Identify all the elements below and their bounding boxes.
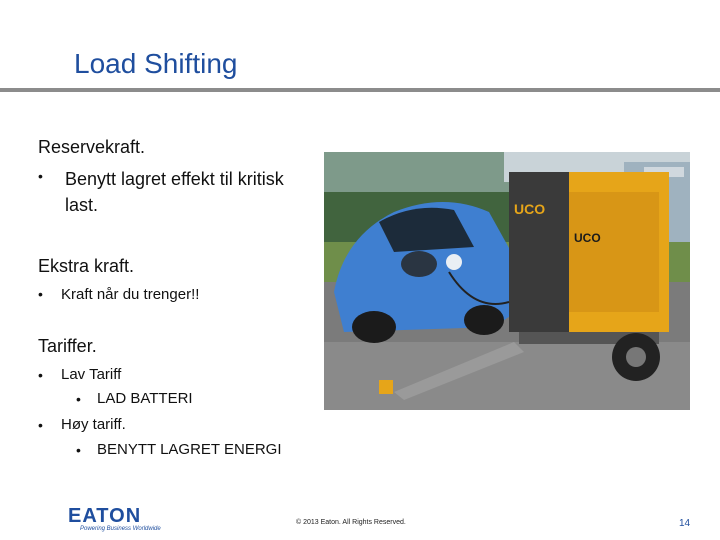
copyright-text: © 2013 Eaton. All Rights Reserved. <box>296 519 406 526</box>
bullet-marker: • <box>38 168 43 184</box>
title-divider <box>0 88 720 92</box>
bullet-text: Høy tariff. <box>61 416 126 433</box>
heading-reservekraft: Reservekraft. <box>38 137 146 157</box>
svg-text:UCO: UCO <box>574 231 601 245</box>
generator-brand: UCO <box>514 201 546 217</box>
sub-bullet-text: LAD BATTERI <box>97 390 193 407</box>
bullet-marker: • <box>38 417 43 433</box>
eaton-logo: EATON <box>68 505 142 527</box>
bullet-text: Kraft når du trenger!! <box>61 286 200 303</box>
heading-tariffer: Tariffer. <box>38 336 97 356</box>
bullet-text: Lav Tariff <box>61 366 122 383</box>
heading-ekstra-kraft: Ekstra kraft. <box>38 256 135 276</box>
sub-bullet-text: BENYTT LAGRET ENERGI <box>97 441 282 458</box>
sub-bullet-marker: • <box>76 442 81 458</box>
logo-tagline: Powering Business Worldwide <box>80 526 161 532</box>
sub-bullet-marker: • <box>76 391 81 407</box>
bullet-marker: • <box>38 367 43 383</box>
page-number: 14 <box>679 518 691 529</box>
bullet-text: Benytt lagret effekt til kritisk last. <box>65 169 284 215</box>
bullet-marker: • <box>38 286 43 302</box>
photo-car-and-generator <box>324 152 690 410</box>
slide-title: Load Shifting <box>74 48 238 79</box>
